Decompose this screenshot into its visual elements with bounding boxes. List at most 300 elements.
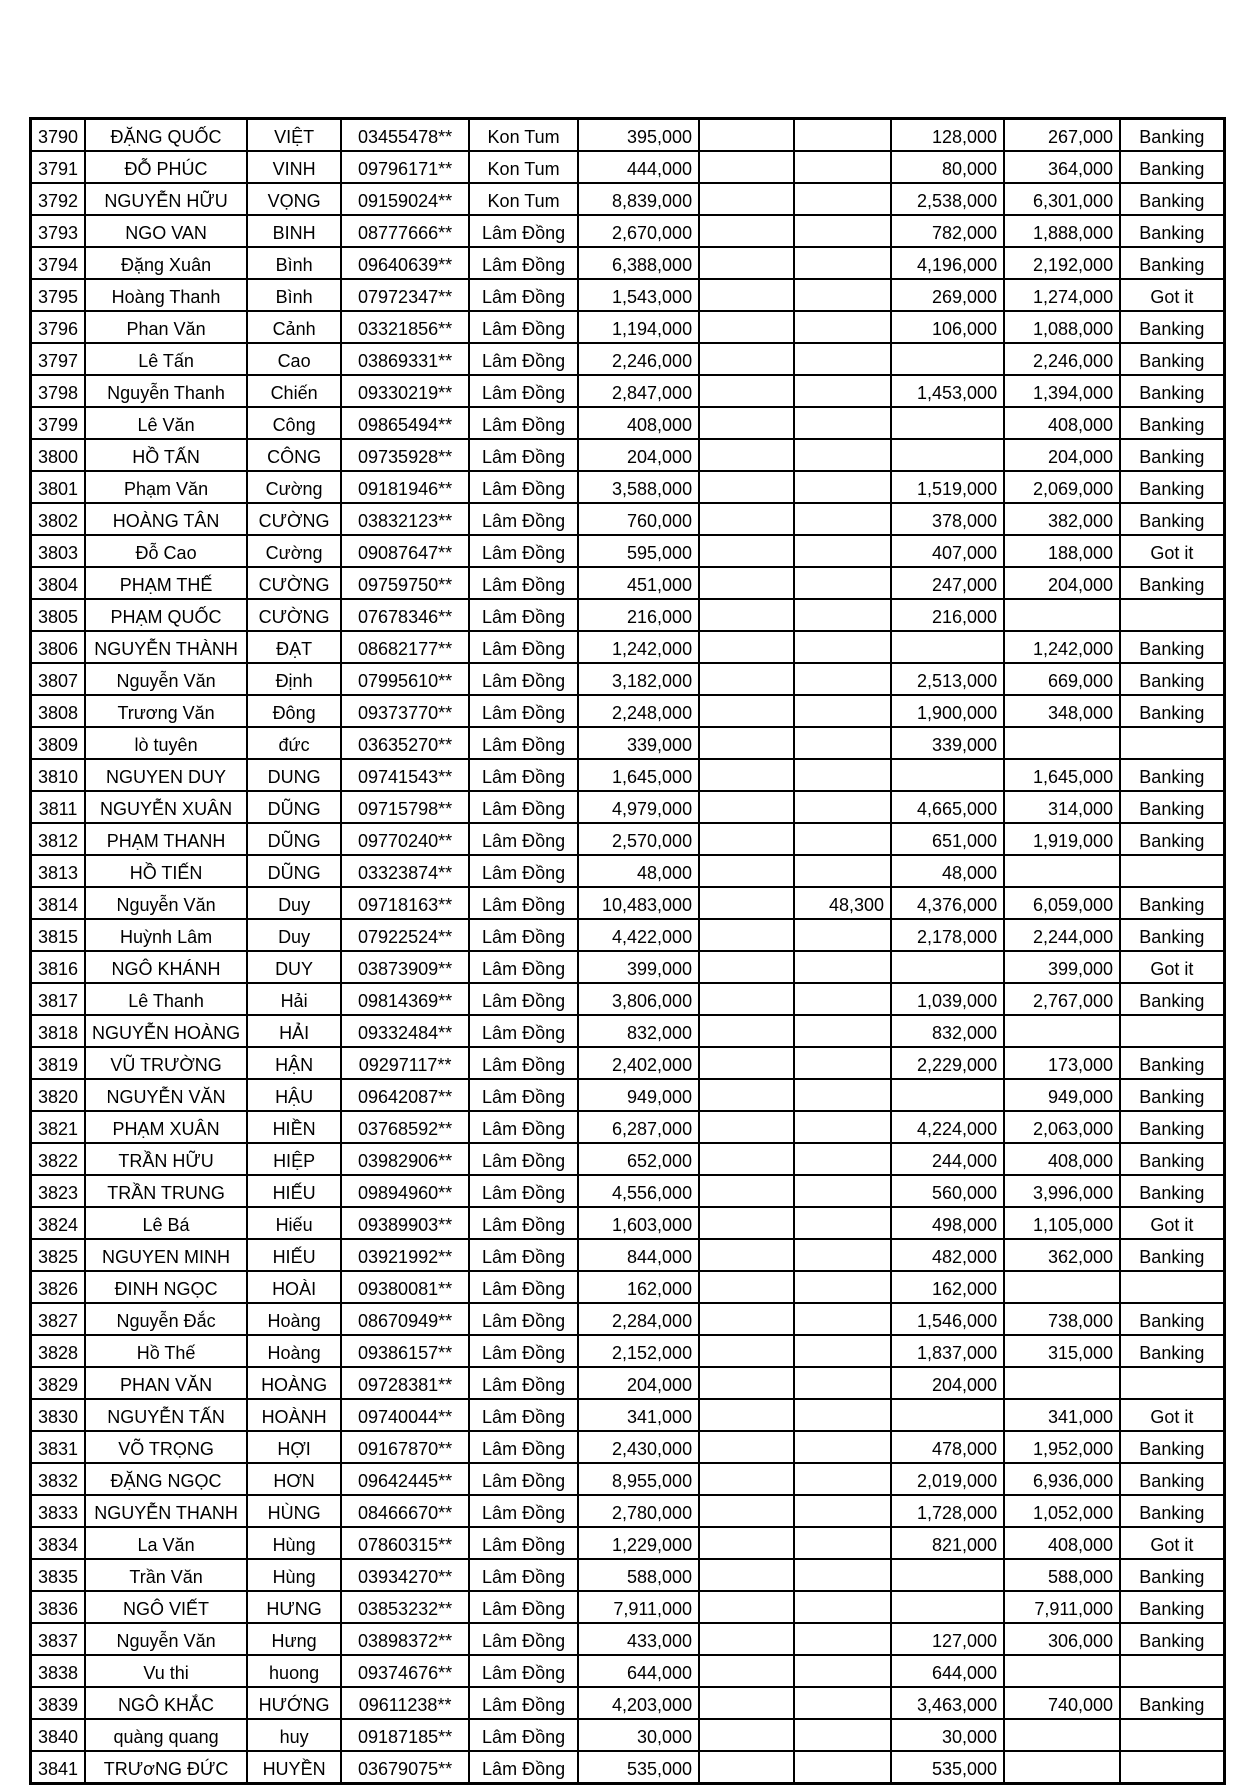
cell-status: Banking [1120, 887, 1224, 919]
cell-empty-1 [699, 599, 794, 631]
cell-name-part1: NGUYỄN HỮU [85, 183, 247, 215]
cell-amount-2: 2,229,000 [891, 1047, 1004, 1079]
cell-phone-masked: 03921992** [341, 1239, 469, 1271]
cell-province: Lâm Đồng [469, 1271, 578, 1303]
cell-id: 3809 [31, 727, 86, 759]
cell-empty-2 [794, 471, 891, 503]
table-row [31, 1303, 1225, 1335]
cell-id: 3832 [31, 1463, 86, 1495]
cell-status: Banking [1120, 1047, 1224, 1079]
cell-empty-1 [699, 1207, 794, 1239]
cell-name-part1: Trần Văn [85, 1559, 247, 1591]
cell-amount-2: 1,900,000 [891, 695, 1004, 727]
cell-id: 3810 [31, 759, 86, 791]
cell-amount-3 [1004, 1015, 1120, 1047]
cell-name-part1: PHẠM XUÂN [85, 1111, 247, 1143]
cell-amount-2: 128,000 [891, 119, 1004, 152]
cell-province: Lâm Đồng [469, 1527, 578, 1559]
cell-id: 3813 [31, 855, 86, 887]
cell-phone-masked: 03679075** [341, 1751, 469, 1784]
document-sheet [29, 117, 1226, 1785]
cell-name-part1: NGÔ KHẮC [85, 1687, 247, 1719]
table-row [31, 279, 1225, 311]
cell-amount-1: 2,284,000 [578, 1303, 699, 1335]
cell-id: 3818 [31, 1015, 86, 1047]
cell-name-part2: BINH [247, 215, 341, 247]
cell-name-part2: VỌNG [247, 183, 341, 215]
cell-name-part1: ĐẶNG NGỌC [85, 1463, 247, 1495]
cell-name-part1: TRẦN HỮU [85, 1143, 247, 1175]
cell-empty-2 [794, 1655, 891, 1687]
cell-amount-3: 314,000 [1004, 791, 1120, 823]
cell-name-part2: Chiến [247, 375, 341, 407]
cell-status: Banking [1120, 311, 1224, 343]
cell-empty-2 [794, 151, 891, 183]
cell-id: 3828 [31, 1335, 86, 1367]
cell-status: Banking [1120, 1111, 1224, 1143]
table-row [31, 1623, 1225, 1655]
cell-amount-2: 48,000 [891, 855, 1004, 887]
cell-status: Banking [1120, 663, 1224, 695]
cell-id: 3816 [31, 951, 86, 983]
cell-name-part2: HOÀNH [247, 1399, 341, 1431]
cell-phone-masked: 09087647** [341, 535, 469, 567]
cell-status: Banking [1120, 759, 1224, 791]
cell-empty-2 [794, 183, 891, 215]
cell-name-part1: Phạm Văn [85, 471, 247, 503]
table-row [31, 247, 1225, 279]
cell-status [1120, 1367, 1224, 1399]
cell-name-part2: HIẾU [247, 1239, 341, 1271]
cell-amount-3 [1004, 1367, 1120, 1399]
cell-phone-masked: 09332484** [341, 1015, 469, 1047]
cell-name-part1: NGO VAN [85, 215, 247, 247]
cell-empty-1 [699, 439, 794, 471]
cell-name-part2: CƯỜNG [247, 503, 341, 535]
cell-amount-1: 2,570,000 [578, 823, 699, 855]
cell-name-part2: Bình [247, 279, 341, 311]
cell-province: Lâm Đồng [469, 343, 578, 375]
cell-phone-masked: 03869331** [341, 343, 469, 375]
table-row [31, 407, 1225, 439]
cell-amount-2: 832,000 [891, 1015, 1004, 1047]
cell-empty-2 [794, 1431, 891, 1463]
cell-name-part2: Công [247, 407, 341, 439]
cell-amount-1: 588,000 [578, 1559, 699, 1591]
cell-amount-3: 738,000 [1004, 1303, 1120, 1335]
cell-province: Lâm Đồng [469, 1143, 578, 1175]
cell-amount-1: 2,402,000 [578, 1047, 699, 1079]
table-row [31, 439, 1225, 471]
cell-amount-2: 821,000 [891, 1527, 1004, 1559]
cell-id: 3831 [31, 1431, 86, 1463]
cell-id: 3830 [31, 1399, 86, 1431]
cell-name-part1: NGUYEN DUY [85, 759, 247, 791]
cell-amount-2: 4,196,000 [891, 247, 1004, 279]
cell-id: 3817 [31, 983, 86, 1015]
cell-province: Lâm Đồng [469, 567, 578, 599]
cell-phone-masked: 09330219** [341, 375, 469, 407]
cell-empty-1 [699, 1751, 794, 1784]
table-row [31, 1719, 1225, 1751]
cell-empty-1 [699, 343, 794, 375]
cell-empty-1 [699, 1495, 794, 1527]
cell-province: Lâm Đồng [469, 279, 578, 311]
cell-amount-3: 2,244,000 [1004, 919, 1120, 951]
cell-province: Kon Tum [469, 151, 578, 183]
cell-phone-masked: 09715798** [341, 791, 469, 823]
cell-amount-3: 306,000 [1004, 1623, 1120, 1655]
data-table [29, 117, 1226, 1785]
cell-empty-2 [794, 823, 891, 855]
cell-empty-2 [794, 727, 891, 759]
cell-id: 3814 [31, 887, 86, 919]
cell-empty-2 [794, 119, 891, 152]
cell-status: Banking [1120, 471, 1224, 503]
cell-id: 3840 [31, 1719, 86, 1751]
cell-province: Lâm Đồng [469, 1591, 578, 1623]
cell-status: Banking [1120, 1175, 1224, 1207]
cell-id: 3822 [31, 1143, 86, 1175]
cell-status: Banking [1120, 983, 1224, 1015]
cell-id: 3807 [31, 663, 86, 695]
cell-province: Lâm Đồng [469, 1047, 578, 1079]
cell-amount-1: 399,000 [578, 951, 699, 983]
cell-empty-1 [699, 407, 794, 439]
cell-amount-3: 669,000 [1004, 663, 1120, 695]
cell-empty-2 [794, 535, 891, 567]
cell-phone-masked: 03853232** [341, 1591, 469, 1623]
cell-name-part1: NGUYỄN THANH [85, 1495, 247, 1527]
cell-id: 3793 [31, 215, 86, 247]
table-row [31, 1175, 1225, 1207]
cell-id: 3802 [31, 503, 86, 535]
cell-province: Lâm Đồng [469, 1175, 578, 1207]
cell-name-part2: Cảnh [247, 311, 341, 343]
table-row [31, 375, 1225, 407]
cell-id: 3824 [31, 1207, 86, 1239]
cell-id: 3829 [31, 1367, 86, 1399]
cell-status: Banking [1120, 439, 1224, 471]
cell-province: Lâm Đồng [469, 1399, 578, 1431]
cell-status: Banking [1120, 919, 1224, 951]
cell-province: Lâm Đồng [469, 1207, 578, 1239]
cell-status: Banking [1120, 183, 1224, 215]
cell-phone-masked: 08466670** [341, 1495, 469, 1527]
table-row [31, 567, 1225, 599]
cell-status: Banking [1120, 407, 1224, 439]
table-row [31, 471, 1225, 503]
table-row [31, 1111, 1225, 1143]
cell-amount-3: 3,996,000 [1004, 1175, 1120, 1207]
cell-phone-masked: 09389903** [341, 1207, 469, 1239]
cell-status [1120, 727, 1224, 759]
cell-amount-1: 760,000 [578, 503, 699, 535]
cell-empty-1 [699, 279, 794, 311]
cell-amount-2: 378,000 [891, 503, 1004, 535]
cell-phone-masked: 09167870** [341, 1431, 469, 1463]
cell-amount-3: 408,000 [1004, 1143, 1120, 1175]
cell-name-part1: NGUYỄN VĂN [85, 1079, 247, 1111]
table-row [31, 183, 1225, 215]
cell-empty-1 [699, 215, 794, 247]
cell-phone-masked: 08670949** [341, 1303, 469, 1335]
cell-name-part2: HƯNG [247, 1591, 341, 1623]
cell-province: Lâm Đồng [469, 695, 578, 727]
cell-empty-1 [699, 119, 794, 152]
cell-name-part1: HỒ TẤN [85, 439, 247, 471]
cell-amount-3 [1004, 1751, 1120, 1784]
cell-amount-3: 1,088,000 [1004, 311, 1120, 343]
cell-status: Got it [1120, 1527, 1224, 1559]
cell-empty-1 [699, 1623, 794, 1655]
cell-amount-1: 1,194,000 [578, 311, 699, 343]
cell-id: 3792 [31, 183, 86, 215]
cell-empty-2 [794, 1335, 891, 1367]
cell-amount-2: 1,519,000 [891, 471, 1004, 503]
cell-amount-1: 2,670,000 [578, 215, 699, 247]
cell-name-part1: La Văn [85, 1527, 247, 1559]
cell-status [1120, 1751, 1224, 1784]
cell-empty-2 [794, 1591, 891, 1623]
cell-empty-2 [794, 215, 891, 247]
cell-status: Banking [1120, 151, 1224, 183]
cell-amount-2: 269,000 [891, 279, 1004, 311]
cell-amount-2: 80,000 [891, 151, 1004, 183]
cell-id: 3808 [31, 695, 86, 727]
cell-amount-3: 382,000 [1004, 503, 1120, 535]
cell-id: 3823 [31, 1175, 86, 1207]
cell-id: 3806 [31, 631, 86, 663]
cell-province: Lâm Đồng [469, 1751, 578, 1784]
cell-empty-1 [699, 1175, 794, 1207]
cell-empty-1 [699, 567, 794, 599]
cell-amount-1: 30,000 [578, 1719, 699, 1751]
cell-empty-1 [699, 1111, 794, 1143]
cell-amount-1: 4,422,000 [578, 919, 699, 951]
table-row [31, 1431, 1225, 1463]
cell-status: Banking [1120, 1303, 1224, 1335]
cell-name-part1: Lê Tấn [85, 343, 247, 375]
cell-amount-3 [1004, 599, 1120, 631]
cell-amount-2: 2,513,000 [891, 663, 1004, 695]
cell-phone-masked: 09894960** [341, 1175, 469, 1207]
cell-phone-masked: 03635270** [341, 727, 469, 759]
table-row [31, 1143, 1225, 1175]
table-row [31, 1463, 1225, 1495]
cell-amount-2: 2,178,000 [891, 919, 1004, 951]
cell-amount-1: 1,603,000 [578, 1207, 699, 1239]
cell-province: Lâm Đồng [469, 823, 578, 855]
cell-amount-1: 4,556,000 [578, 1175, 699, 1207]
cell-amount-2 [891, 407, 1004, 439]
cell-name-part1: Đỗ Cao [85, 535, 247, 567]
cell-name-part2: VIỆT [247, 119, 341, 152]
cell-amount-2: 498,000 [891, 1207, 1004, 1239]
cell-amount-3 [1004, 727, 1120, 759]
cell-id: 3801 [31, 471, 86, 503]
cell-phone-masked: 03455478** [341, 119, 469, 152]
cell-empty-1 [699, 375, 794, 407]
cell-province: Lâm Đồng [469, 215, 578, 247]
cell-id: 3790 [31, 119, 86, 152]
cell-empty-1 [699, 791, 794, 823]
cell-amount-1: 4,979,000 [578, 791, 699, 823]
cell-phone-masked: 07995610** [341, 663, 469, 695]
cell-amount-3: 6,936,000 [1004, 1463, 1120, 1495]
cell-province: Kon Tum [469, 119, 578, 152]
cell-name-part2: Hùng [247, 1527, 341, 1559]
cell-id: 3837 [31, 1623, 86, 1655]
cell-amount-3 [1004, 1271, 1120, 1303]
cell-name-part2: DŨNG [247, 791, 341, 823]
cell-amount-1: 3,588,000 [578, 471, 699, 503]
cell-phone-masked: 03934270** [341, 1559, 469, 1591]
cell-amount-3: 267,000 [1004, 119, 1120, 152]
cell-province: Lâm Đồng [469, 983, 578, 1015]
cell-empty-2 [794, 919, 891, 951]
cell-province: Lâm Đồng [469, 535, 578, 567]
cell-amount-3: 1,105,000 [1004, 1207, 1120, 1239]
cell-id: 3803 [31, 535, 86, 567]
cell-phone-masked: 09611238** [341, 1687, 469, 1719]
cell-empty-2 [794, 247, 891, 279]
cell-empty-1 [699, 1239, 794, 1271]
cell-amount-2: 1,728,000 [891, 1495, 1004, 1527]
cell-name-part1: NGÔ VIẾT [85, 1591, 247, 1623]
cell-name-part1: HOÀNG TÂN [85, 503, 247, 535]
cell-amount-3: 188,000 [1004, 535, 1120, 567]
cell-name-part2: huy [247, 1719, 341, 1751]
cell-name-part1: ĐINH NGỌC [85, 1271, 247, 1303]
cell-name-part2: CƯỜNG [247, 599, 341, 631]
cell-amount-1: 444,000 [578, 151, 699, 183]
cell-amount-3: 949,000 [1004, 1079, 1120, 1111]
cell-empty-2 [794, 1495, 891, 1527]
table-row [31, 983, 1225, 1015]
cell-amount-3: 6,059,000 [1004, 887, 1120, 919]
table-row [31, 663, 1225, 695]
cell-province: Lâm Đồng [469, 311, 578, 343]
cell-phone-masked: 09759750** [341, 567, 469, 599]
cell-name-part2: HOÀI [247, 1271, 341, 1303]
cell-province: Lâm Đồng [469, 1303, 578, 1335]
cell-empty-1 [699, 951, 794, 983]
cell-name-part2: HIỀN [247, 1111, 341, 1143]
cell-status: Banking [1120, 1431, 1224, 1463]
cell-status [1120, 1015, 1224, 1047]
cell-empty-1 [699, 1463, 794, 1495]
cell-status: Banking [1120, 631, 1224, 663]
cell-name-part1: Huỳnh Lâm [85, 919, 247, 951]
cell-name-part2: HỢI [247, 1431, 341, 1463]
table-row [31, 119, 1225, 152]
cell-amount-1: 2,152,000 [578, 1335, 699, 1367]
cell-amount-3: 1,645,000 [1004, 759, 1120, 791]
cell-status: Got it [1120, 279, 1224, 311]
cell-province: Lâm Đồng [469, 1431, 578, 1463]
cell-name-part2: Hoàng [247, 1303, 341, 1335]
cell-empty-2 [794, 375, 891, 407]
cell-amount-3: 1,952,000 [1004, 1431, 1120, 1463]
cell-phone-masked: 09642445** [341, 1463, 469, 1495]
cell-amount-1: 1,543,000 [578, 279, 699, 311]
cell-status: Banking [1120, 119, 1224, 152]
cell-phone-masked: 09796171** [341, 151, 469, 183]
cell-amount-3: 315,000 [1004, 1335, 1120, 1367]
table-row [31, 1239, 1225, 1271]
cell-status: Banking [1120, 791, 1224, 823]
cell-province: Lâm Đồng [469, 1111, 578, 1143]
cell-amount-2: 560,000 [891, 1175, 1004, 1207]
cell-amount-2: 535,000 [891, 1751, 1004, 1784]
cell-name-part2: Duy [247, 919, 341, 951]
cell-name-part2: HÙNG [247, 1495, 341, 1527]
cell-status: Banking [1120, 215, 1224, 247]
cell-amount-2: 4,376,000 [891, 887, 1004, 919]
cell-empty-1 [699, 919, 794, 951]
cell-province: Lâm Đồng [469, 1687, 578, 1719]
cell-phone-masked: 09770240** [341, 823, 469, 855]
cell-status: Got it [1120, 1399, 1224, 1431]
cell-amount-2: 407,000 [891, 535, 1004, 567]
cell-phone-masked: 09642087** [341, 1079, 469, 1111]
cell-empty-1 [699, 855, 794, 887]
cell-status [1120, 1719, 1224, 1751]
cell-phone-masked: 09718163** [341, 887, 469, 919]
cell-province: Lâm Đồng [469, 247, 578, 279]
cell-name-part1: Trương Văn [85, 695, 247, 727]
cell-amount-3: 2,069,000 [1004, 471, 1120, 503]
cell-empty-2: 48,300 [794, 887, 891, 919]
cell-name-part2: Cường [247, 471, 341, 503]
cell-status: Banking [1120, 1239, 1224, 1271]
cell-empty-1 [699, 663, 794, 695]
cell-empty-2 [794, 1207, 891, 1239]
cell-name-part1: Lê Thanh [85, 983, 247, 1015]
cell-name-part1: NGUYỄN THÀNH [85, 631, 247, 663]
cell-amount-2: 2,019,000 [891, 1463, 1004, 1495]
cell-id: 3797 [31, 343, 86, 375]
cell-status: Banking [1120, 1495, 1224, 1527]
table-row [31, 1399, 1225, 1431]
cell-empty-1 [699, 823, 794, 855]
cell-phone-masked: 09181946** [341, 471, 469, 503]
cell-id: 3825 [31, 1239, 86, 1271]
table-row [31, 695, 1225, 727]
cell-empty-2 [794, 1143, 891, 1175]
cell-name-part2: DUY [247, 951, 341, 983]
table-row [31, 1591, 1225, 1623]
cell-id: 3838 [31, 1655, 86, 1687]
cell-amount-2: 4,665,000 [891, 791, 1004, 823]
cell-name-part1: TRƯơNG ĐỨC [85, 1751, 247, 1784]
cell-amount-3: 2,246,000 [1004, 343, 1120, 375]
cell-amount-2 [891, 1399, 1004, 1431]
cell-id: 3839 [31, 1687, 86, 1719]
cell-amount-2: 3,463,000 [891, 1687, 1004, 1719]
cell-amount-3: 1,919,000 [1004, 823, 1120, 855]
cell-amount-2: 106,000 [891, 311, 1004, 343]
cell-province: Lâm Đồng [469, 1079, 578, 1111]
table-row [31, 1367, 1225, 1399]
cell-amount-2: 482,000 [891, 1239, 1004, 1271]
cell-name-part1: lò tuyên [85, 727, 247, 759]
cell-id: 3820 [31, 1079, 86, 1111]
cell-phone-masked: 09386157** [341, 1335, 469, 1367]
cell-id: 3804 [31, 567, 86, 599]
cell-name-part1: Lê Văn [85, 407, 247, 439]
